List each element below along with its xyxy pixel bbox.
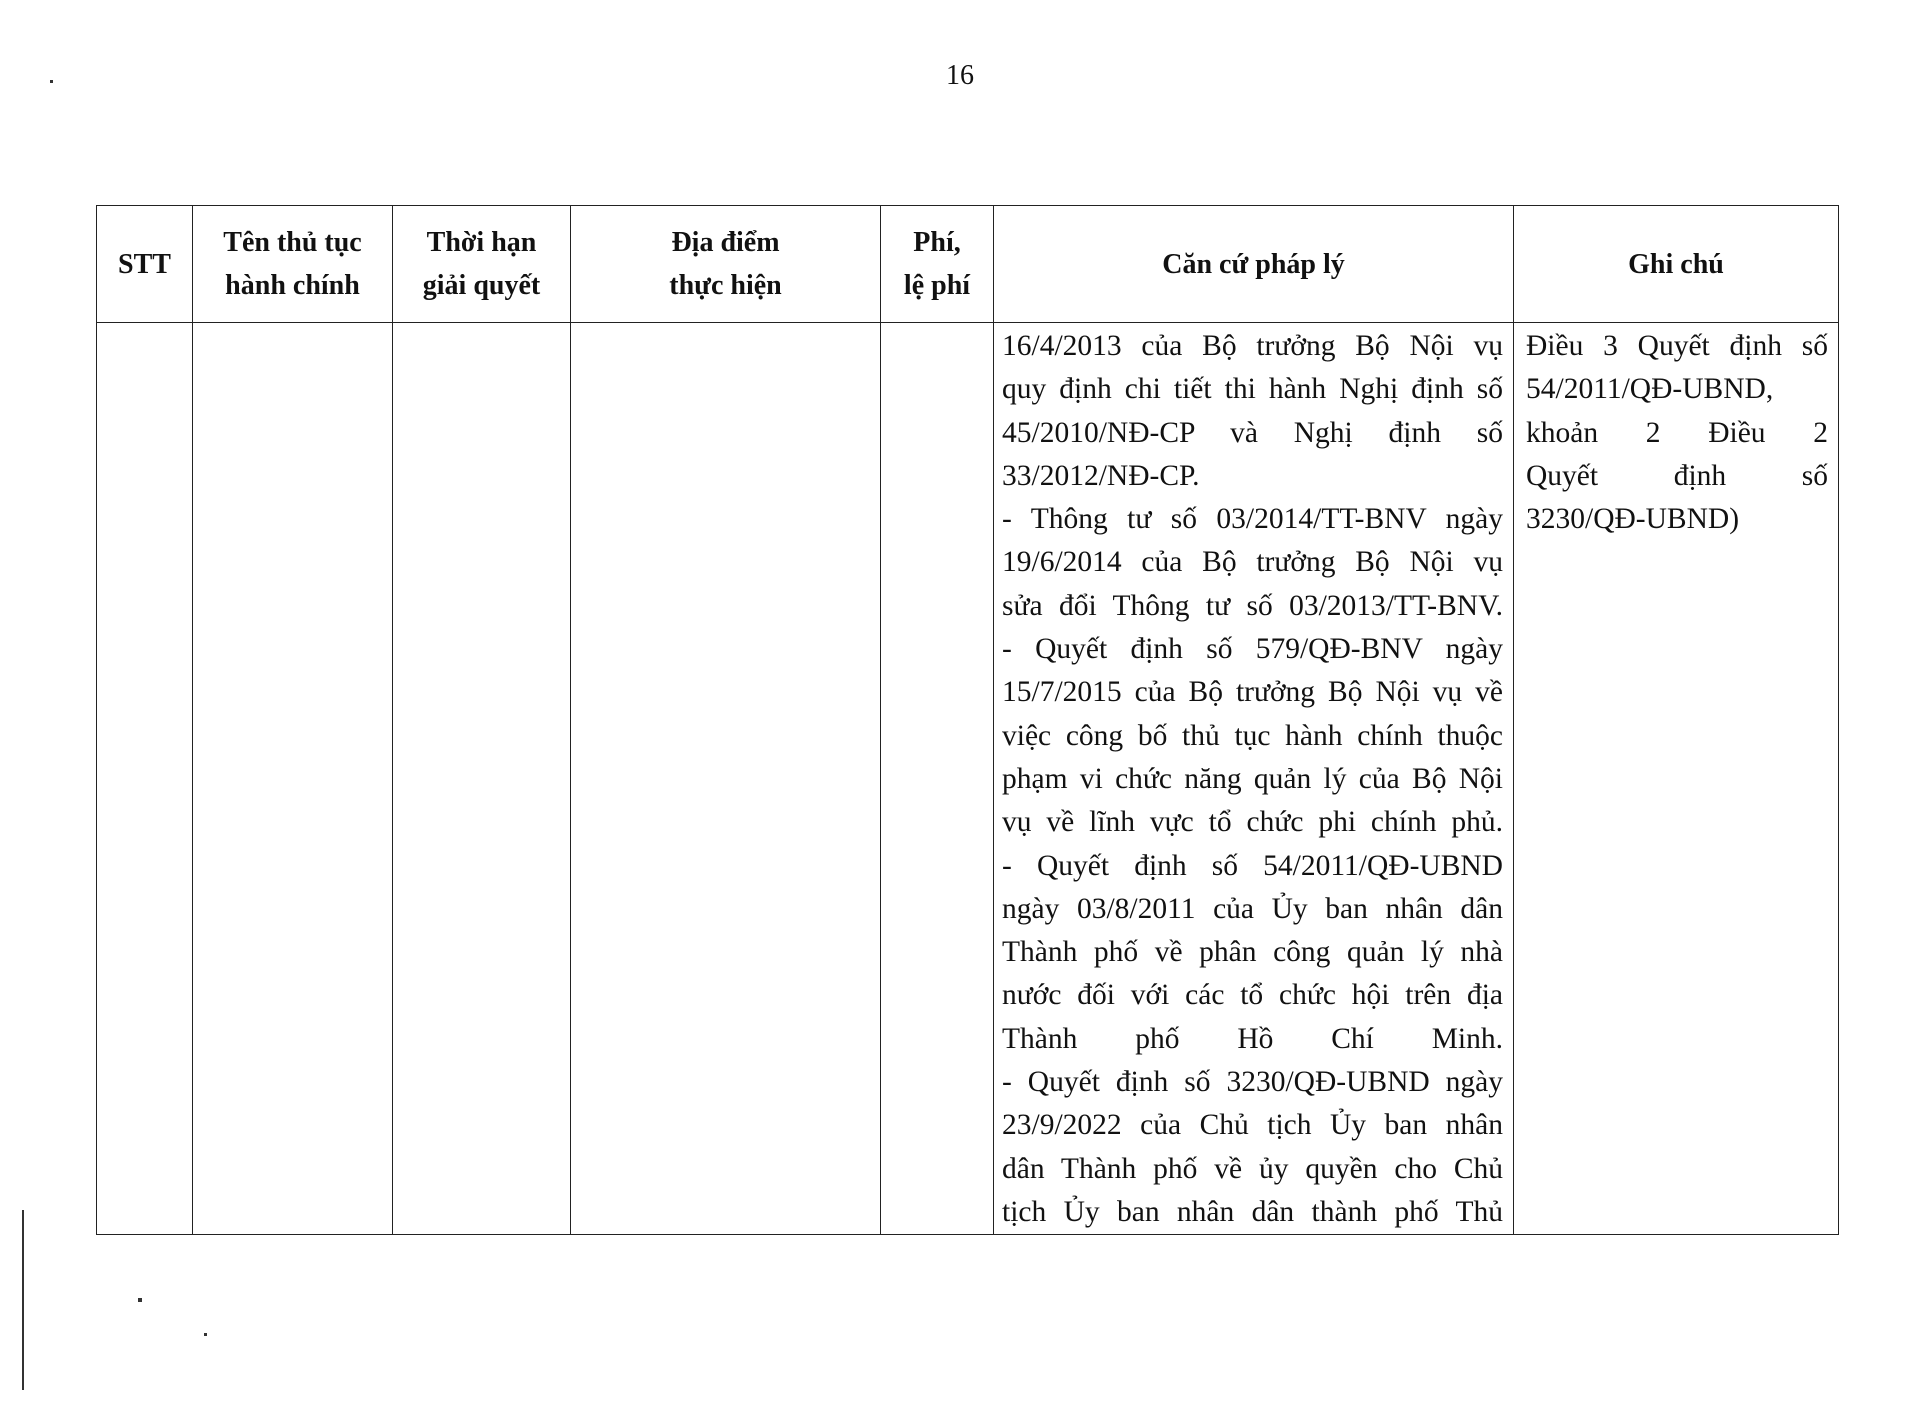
scan-speck: [204, 1333, 207, 1336]
cell-stt: [97, 323, 193, 1235]
header-location: Địa điểm thực hiện: [571, 206, 881, 323]
cell-procedure-name: [193, 323, 393, 1235]
table-header-row: [97, 206, 1839, 323]
cell-location: [571, 323, 881, 1235]
legal-basis-text: 16/4/2013 của Bộ trưởng Bộ Nội vụ quy định chi tiết thi hành Nghị định số 45/2010/NĐ-CP và Nghị định số 33/2012/NĐ-CP. - Thông tư số 03/2014/TT-BNV ngày 19/6/2014 của Bộ trưởng Bộ Nội vụ sửa đổi Thông tư số 03/2013/TT-BNV. - Quyết định số 579/QĐ-BNV ngày 15/7/2015 của Bộ trưởng Bộ Nội vụ về việc công bố thủ tục hành chính thuộc phạm vi chức năng quản lý của Bộ Nội vụ về lĩnh vực tổ chức phi chính phủ. - Quyết định số 54/2011/QĐ-UBND ngày 03/8/2011 của Ủy ban nhân dân Thành phố về phân công quản lý nhà nước đối với các tổ chức hội trên địa Thành phố Hồ Chí Minh. - Quyết định số 3230/QĐ-UBND ngày 23/9/2022 của Chủ tịch Ủy ban nhân dân Thành phố về ủy quyền cho Chủ tịch Ủy ban nhân dân thành phố Thủ: [1002, 330, 1503, 1228]
notes-text: Điều 3 Quyết định số 54/2011/QĐ-UBND, khoản 2 Điều 2 Quyết định số 3230/QĐ-UBND): [1526, 330, 1828, 536]
scan-speck: [138, 1298, 142, 1302]
cell-fees: [881, 323, 994, 1235]
header-processing-time: Thời hạn giải quyết: [393, 206, 571, 323]
cell-processing-time: [393, 323, 571, 1235]
page-number: 16: [946, 60, 974, 91]
header-procedure-name: Tên thủ tục hành chính: [193, 206, 393, 323]
header-stt: STT: [97, 206, 193, 323]
table-row: [97, 323, 1839, 1235]
header-notes: Ghi chú: [1514, 206, 1839, 323]
procedure-table: [96, 205, 1839, 1235]
cell-notes: [1514, 323, 1839, 1235]
cell-legal-basis: [994, 323, 1514, 1235]
scan-speck: [50, 80, 53, 83]
header-legal-basis: Căn cứ pháp lý: [994, 206, 1514, 323]
header-fees: Phí, lệ phí: [881, 206, 994, 323]
scan-margin-line: [22, 1210, 24, 1390]
